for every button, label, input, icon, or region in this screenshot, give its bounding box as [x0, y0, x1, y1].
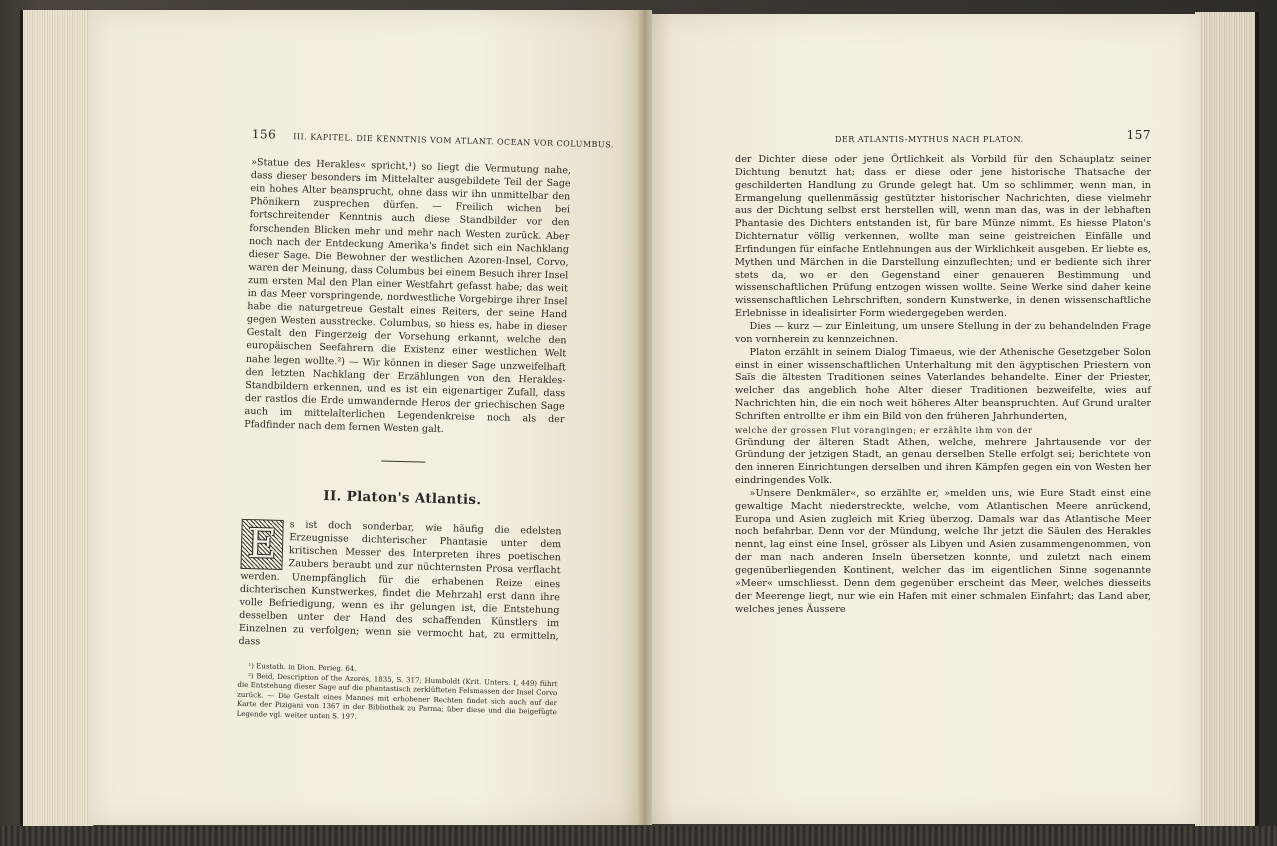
section-opening: [238, 517, 561, 656]
book-edge-right: [1195, 12, 1259, 827]
left-paragraph-1: »Statue des Herakles« spricht,¹) so liegt die Vermutung nahe, dass dieser besonders im Mittelalter ausgebildete Teil der Sage ein hohes Alter beansprucht, ohne dass wir ihn unmittelbar den Phönikern zusprechen dürfen. — Freilich wichen bei fortschreitender Kenntnis auch diese Standbilder vor den forschenden Blicken mehr und mehr nach Westen zurück. Aber noch nach der Entdeckung Amerika's findet sich ein Nachklang dieser Sage. Die Bewohner der westlichen Azoren-Insel, Corvo, waren der Meinung, dass Columbus bei einem Besuch ihrer Insel zum ersten Mal den Plan einer Westfahrt gefasst habe; das weit in das Meer vorspringende, nordwestliche Vorgebirge ihrer Insel habe die naturgetreue Gestalt eines Reiters, der seine Hand gegen Westen ausstrecke. Columbus, so hiess es, habe in dieser Gestalt den Fingerzeig der Vorsehung erkannt, welche den europäischen Seefahrern die Existenz einer westlichen Welt nahe legen wollte.²) — Wir können in dieser Sage unzweifelhaft den letzten Nachklang der Erzählungen von den Herakles-Standbildern erkennen, und es ist ein eigenartiger Zufall, dass der rastlos die Erde umwandernde Heros der griechischen Sage auch im mittelalterlichen Legendenkreise noch als der Pfadfinder nach dem fernen Westen galt.: [244, 157, 572, 436]
right-paragraph-3a: Platon erzählt in seinem Dialog Timaeus, wie der Athenische Gesetzgeber Solon einst in einer wissenschaftlichen Unterhaltung mit den ägyptischen Priestern von Saïs die ältesten Traditionen seines Vaterlandes behandelte. Einer der Priester, welcher das angeblich hohe Alter dieser Traditionen bezweifelte, wies auf Nachrichten hin, die ein noch weit höheres Alter beanspruchten. Auf Grund uralter Schriften entrollte er ihm ein Bild von den früheren Jahrhunderten,: [735, 346, 1151, 422]
right-page-text: [735, 128, 1151, 616]
right-paragraph-3b: welche der grossen Flut vorangingen; er erzählte ihm von der: [735, 424, 1033, 435]
footnote-2: ²) Beid, Description of the Azores, 1835, S. 317; Humboldt (Krit. Unters. I, 449) führt die Entstehung dieser Sage auf die phantastisch zerklüfteten Felsmassen der Insel Corvo zurück. — Die Gestalt eines Mannes mit erhobener Rechten findet sich auch auf der Karte der Pizigani von 1367 in der Bibliothek zu Parma; über diese und die beigefügte Legende vgl. weiter unten S. 197.: [236, 671, 558, 722]
right-paragraph-4: »Unsere Denkmäler«, so erzählte er, »melden uns, wie Eure Stadt einst eine gewaltige Macht niederstreckte, welche, vom Atlantischen Meere anrückend, Europa und Asien zugleich mit Krieg überzog. Damals war das Atlantische Meer noch befahrbar. Denn vor der Mündung, welche Ihr jetzt die Säulen des Herakles nennt, lag einst eine Insel, grösser als Libyen und Asien zusammengenommen, von der man nach anderen Inseln übersetzen konnte, und zuletzt nach einem gegenüberliegenden Kontinent, welcher das im eigentlichen Sinne sogenannte »Meer« umschliesst. Denn dem gegenüber erscheint das Meer, welches diesseits der Meerenge liegt, nur wie ein Hafen mit einer schmalen Einfahrt; das Land aber, welches jenes Äussere: [735, 487, 1151, 615]
book-gutter: [638, 10, 652, 825]
right-running-header: [735, 128, 1151, 148]
footnotes: [237, 662, 558, 728]
left-running-head: III. KAPITEL. DIE KENNTNIS VOM ATLANT. OCEAN VOR COLUMBUS.: [293, 132, 615, 150]
section-title: II. Platon's Atlantis.: [323, 488, 482, 509]
left-page-text: [236, 127, 615, 728]
footnote-1: ¹) Eustath. in Dion. Perieg. 64.: [248, 662, 357, 674]
right-running-head: DER ATLANTIS-MYTHUS NACH PLATON.: [835, 135, 1024, 144]
right-paragraph-1: der Dichter diese oder jene Örtlichkeit als Vorbild für den Schauplatz seiner Dichtung benutzt hat; dass er diese oder jene historische Thatsache der geschilderten Handlung zu Grunde gelegt hat. Um so schlimmer, wenn man, in Ermangelung quellenmässig gestützter historischer Nachrichten, diese vielmehr aus der Dichtung selbst erst herstellen will, wenn man das, was in der lebhaften Phantasie des Dichters entstanden ist, für bare Münze nimmt. Es hiesse Platon's Dichternatur völlig verkennen, wollte man seine geistreichen Einfälle und Erfindungen für einfache Entlehnungen aus der Wirklichkeit ausgeben. Er liebte es, Mythen und Märchen in die Darstellung einzuflechten; und er bediente sich ihrer stets da, wo er den Gegenstand einer genaueren Bestimmung und wissenschaftlichen Prüfung entzogen wissen wollte. Seine Werke sind daher keine wissenschaftlichen Lehrschriften, sondern Kunstwerke, in denen wissenschaftliche Erlebnisse in idealisirter Form wiedergegeben werden.: [735, 154, 1151, 320]
right-page-number: 157: [1126, 128, 1151, 142]
book-edge-left: [20, 10, 93, 830]
bottom-edge: [0, 826, 1277, 846]
right-paragraph-3c: Gründung der älteren Stadt Athen, welche, mehrere Jahrtausende vor der Gründung der jetzigen Stadt, an genau derselben Stelle erfolgt sei; berichtete von den inneren Einrichtungen derselben und ihren Kämpfen gegen ein von Westen her eindringendes Volk.: [735, 436, 1151, 487]
section-divider: [381, 461, 425, 463]
left-page-number: 156: [251, 127, 277, 142]
drop-cap-ornament: [240, 519, 283, 570]
drop-cap-letter: E: [246, 521, 278, 568]
right-paragraph-2: Dies — kurz — zur Einleitung, um unsere Stellung in der zu behandelnden Frage von vornherein zu kennzeichnen.: [735, 320, 1151, 345]
right-page-body: [735, 154, 1151, 616]
left-paragraph-2: s ist doch sonderbar, wie häufig die edelsten Erzeugnisse dichterischer Phantasie unter dem kritischen Messer des Interpreten ihres poetischen Zaubers beraubt und zur nüchternsten Prosa verflacht werden. Unempfänglich für die erhabenen Reize eines dichterischen Kunstwerkes, findet die Mehrzahl erst dann ihre volle Befriedigung, wenn es ihr gelungen ist, die Entstehung desselben unter der Hand des schaffenden Künstlers im Einzelnen zu verfolgen; wenn sie vermocht hat, zu ermitteln, dass: [238, 519, 562, 648]
